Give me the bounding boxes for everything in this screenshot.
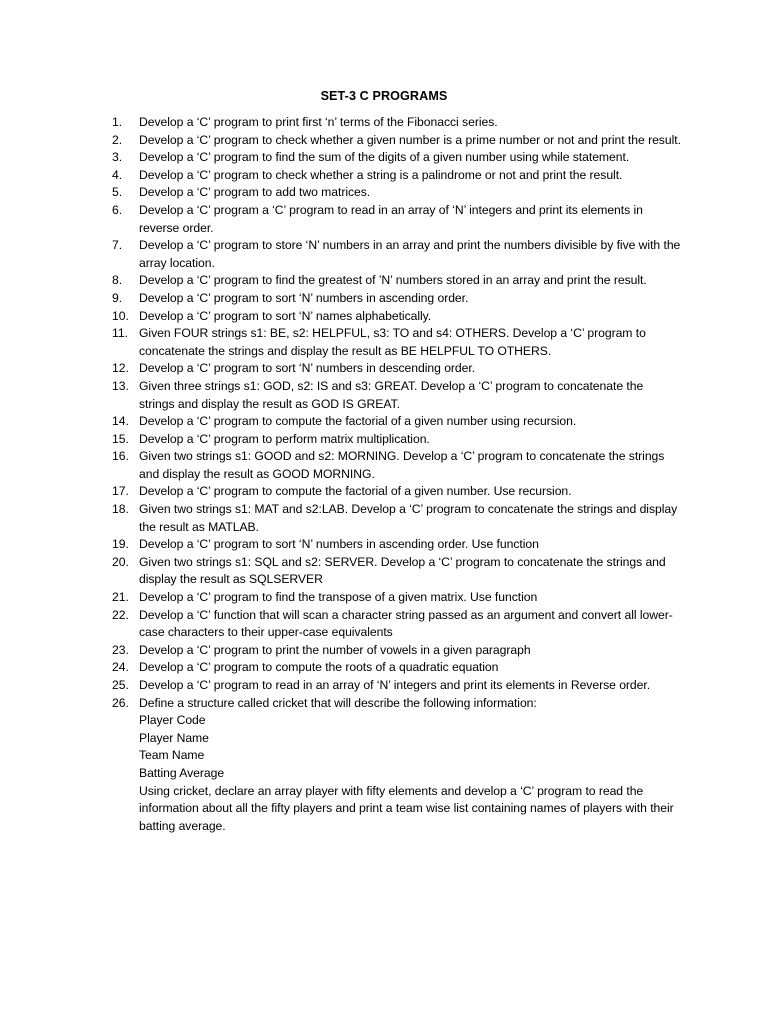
list-item — [112, 677, 682, 695]
item-text: Develop a ‘C’ program to compute the roots of a quadratic equation — [139, 660, 499, 675]
structure-field-team-name: Team Name — [139, 748, 205, 763]
item-number: 18. — [112, 502, 129, 517]
item-number: 11. — [112, 326, 128, 341]
item-number: 7. — [112, 238, 123, 253]
item-text: Develop a ‘C’ program to check whether a given number is a prime number or not and print the result. — [139, 132, 681, 147]
item-text: Given two strings s1: MAT and s2:LAB. Develop a ‘C’ program to concatenate the strings and display the result as MATLAB. — [139, 502, 678, 534]
list-item — [112, 431, 682, 449]
item-number: 12. — [112, 361, 129, 376]
list-item — [112, 483, 682, 501]
item-number: 21. — [112, 590, 129, 605]
list-item — [112, 237, 682, 272]
item-text: Given three strings s1: GOD, s2: IS and s3: GREAT. Develop a ‘C’ program to concatenate the strings and display the result as GOD IS GREAT. — [139, 378, 644, 411]
structure-field-player-code: Player Code — [139, 713, 206, 728]
list-item — [112, 554, 682, 589]
list-item — [112, 290, 682, 308]
list-item — [112, 202, 682, 237]
item-text: Develop a ‘C’ program to read in an array of ‘N’ integers and print its elements in Reverse order. — [139, 678, 651, 692]
list-item — [112, 360, 682, 378]
list-item — [112, 184, 682, 202]
item-text: Develop a ‘C’ program to check whether a string is a palindrome or not and print the result. — [139, 167, 623, 182]
item-number: 5. — [112, 185, 123, 200]
item-text: Develop a ‘C’ program to sort ‘N’ numbers in descending order. — [139, 361, 476, 376]
item-text: Develop a ‘C’ program to find the sum of the digits of a given number using while statement. — [139, 150, 630, 165]
document-title: SET-3 C PROGRAMS — [320, 89, 448, 103]
item-number: 1. — [112, 115, 123, 129]
item-text: Define a structure called cricket that will describe the following information: — [139, 695, 537, 710]
list-item — [112, 413, 682, 431]
item-text: Given two strings s1: SQL and s2: SERVER. Develop a ‘C’ program to concatenate the strings and display the result as SQLSERVER — [139, 554, 666, 587]
item-text: Develop a ‘C’ program a ‘C’ program to read in an array of ‘N’ integers and print its elements in reverse order. — [139, 202, 643, 235]
item-text: Develop a ‘C’ program to print the number of vowels in a given paragraph — [139, 642, 531, 657]
program-list — [112, 114, 682, 835]
item-number: 19. — [112, 537, 129, 552]
item-number: 3. — [112, 150, 123, 165]
item-number: 2. — [112, 132, 123, 147]
item-text: Develop a ‘C’ program to compute the factorial of a given number. Use recursion. — [139, 484, 572, 499]
item-number: 25. — [112, 678, 129, 692]
item-text: Develop a ‘C’ program to sort ‘N’ numbers in ascending order. — [139, 290, 469, 305]
item-number: 14. — [112, 414, 129, 429]
item-number: 9. — [112, 290, 123, 305]
item-text: Develop a ‘C’ function that will scan a character string passed as an argument and convert all lower-case characters to their upper-case equivalents — [139, 607, 673, 640]
item-text: Given FOUR strings s1: BE, s2: HELPFUL, s3: TO and s4: OTHERS. Develop a ‘C’ program to concatenate the strings and display the result as BE HELPFUL TO OTHERS. — [139, 326, 646, 358]
item-text-continuation: Using cricket, declare an array player with fifty elements and develop a ‘C’ program to read the information about all the fifty players and print a team wise list containing names of players with their batting average. — [139, 783, 674, 833]
item-text: Develop a ‘C’ program to add two matrices. — [139, 185, 371, 200]
list-item — [112, 695, 682, 836]
list-item — [112, 308, 682, 326]
item-number: 26. — [112, 695, 129, 710]
list-item — [112, 132, 682, 150]
item-text: Develop a ‘C’ program to find the transpose of a given matrix. Use function — [139, 590, 538, 605]
item-text: Develop a ‘C’ program to sort ‘N’ numbers in ascending order. Use function — [139, 537, 539, 552]
list-item — [112, 659, 682, 677]
list-item — [112, 607, 682, 642]
item-number: 15. — [112, 431, 129, 446]
list-item — [112, 114, 682, 132]
list-item — [112, 536, 682, 554]
list-item — [112, 149, 682, 167]
item-number: 8. — [112, 273, 123, 288]
item-text: Develop a ‘C’ program to print first ‘n’ terms of the Fibonacci series. — [139, 115, 498, 129]
item-text: Given two strings s1: GOOD and s2: MORNING. Develop a ‘C’ program to concatenate the strings and display the result as GOOD MORNING. — [139, 449, 665, 481]
item-number: 24. — [112, 660, 129, 675]
item-number: 17. — [112, 484, 129, 499]
item-number: 13. — [112, 378, 129, 393]
item-number: 20. — [112, 554, 129, 569]
item-number: 4. — [112, 167, 123, 182]
item-number: 10. — [112, 308, 129, 323]
list-item — [112, 378, 682, 413]
list-item — [112, 448, 682, 483]
structure-field-batting-average: Batting Average — [139, 765, 225, 780]
list-item — [112, 167, 682, 185]
item-text: Develop a ‘C’ program to compute the factorial of a given number using recursion. — [139, 414, 577, 429]
list-item — [112, 501, 682, 536]
item-text: Develop a ‘C’ program to find the greatest of ’N’ numbers stored in an array and print the result. — [139, 273, 647, 288]
list-item — [112, 642, 682, 660]
list-item — [112, 325, 682, 360]
list-item — [112, 589, 682, 607]
item-number: 22. — [112, 607, 129, 622]
item-text: Develop a ‘C’ program to perform matrix multiplication. — [139, 431, 430, 446]
item-number: 6. — [112, 202, 123, 217]
item-text: Develop a ‘C’ program to store ‘N’ numbers in an array and print the numbers divisible by five with the array location. — [139, 238, 681, 270]
item-number: 16. — [112, 449, 129, 464]
list-item — [112, 272, 682, 290]
structure-field-player-name: Player Name — [139, 730, 209, 745]
item-number: 23. — [112, 642, 129, 657]
item-text: Develop a ‘C’ program to sort ‘N’ names alphabetically. — [139, 308, 432, 323]
